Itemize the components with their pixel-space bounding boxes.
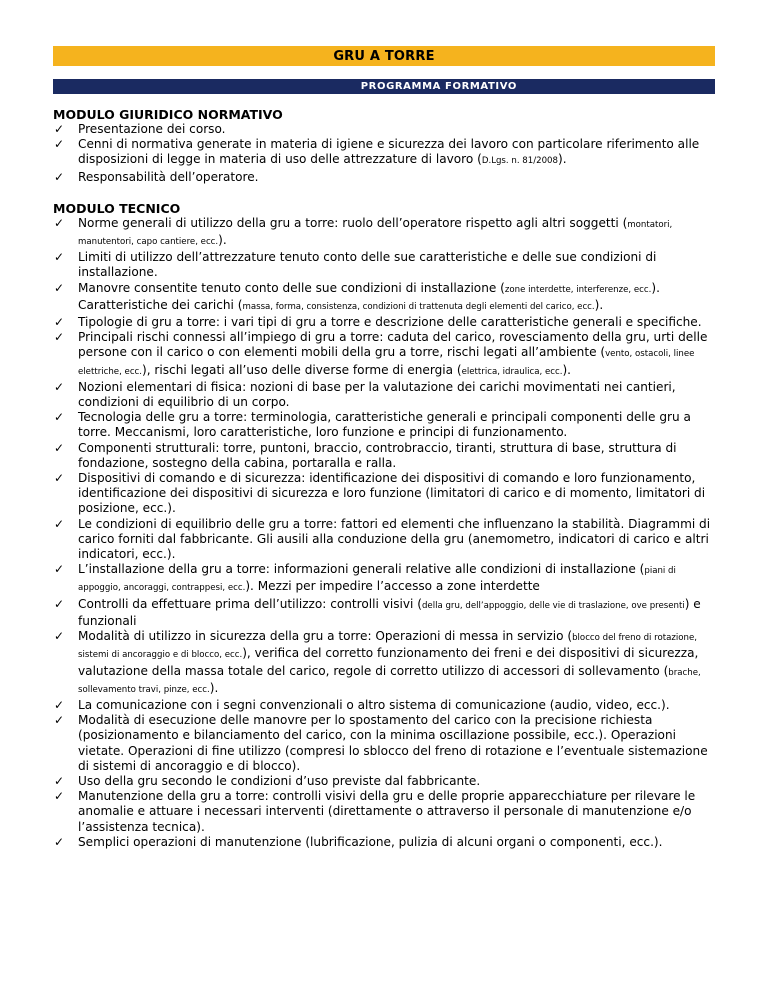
module-items-list (53, 122, 715, 185)
list-item (53, 789, 715, 835)
item-note-text: montatori, manutentori, capo cantiere, ecc. (78, 219, 673, 248)
item-note-text: massa, forma, consistenza, condizioni di trattenuta degli elementi del carico, ecc. (242, 301, 595, 312)
checkmark-icon: ✓ (54, 379, 65, 394)
document-subtitle-bar (53, 79, 715, 94)
item-text: Norme generali di utilizzo della gru a torre: ruolo dell’operatore rispetto agli altri soggetti ( (78, 215, 628, 230)
item-text: ). (558, 152, 567, 167)
item-text: Tipologie di gru a torre: i vari tipi di gru a torre e descrizione delle caratteristiche generali e specifiche. (78, 315, 702, 330)
item-text: Nozioni elementari di fisica: nozioni di base per la valutazione dei carichi movimentati nei cantieri, condizioni di equilibrio di un corpo. (78, 379, 676, 410)
checkmark-icon: ✓ (54, 773, 65, 788)
item-text: Le condizioni di equilibrio delle gru a torre: fattori ed elementi che influenzano la stabilità. Diagrammi di carico forniti dal fabbricante. Gli ausili alla conduzione della gru (anemometro, indicatori di carico e altri indicatori, ecc.). (78, 516, 711, 562)
item-text: Modalità di utilizzo in sicurezza della gru a torre: Operazioni di messa in servizio ( (78, 629, 573, 644)
item-text: ). (594, 297, 604, 312)
list-item (53, 410, 715, 440)
checkmark-icon: ✓ (54, 137, 65, 152)
item-text: Presentazione dei corso. (78, 122, 226, 136)
checkmark-icon: ✓ (54, 250, 65, 265)
checkmark-icon: ✓ (54, 471, 65, 486)
checkmark-icon: ✓ (54, 330, 65, 345)
item-note-text: D.Lgs. n. 81/2008 (481, 156, 558, 167)
list-item (53, 517, 715, 563)
module-giuridico-normativo (53, 107, 715, 185)
item-note-text: zone interdette, interferenze, ecc. (504, 284, 652, 295)
checkmark-icon: ✓ (54, 713, 65, 728)
item-text: La comunicazione con i segni convenzionali o altro sistema di comunicazione (audio, video, ecc.). (78, 697, 670, 712)
list-item (53, 250, 715, 280)
checkmark-icon: ✓ (54, 596, 65, 611)
item-text: Componenti strutturali: torre, puntoni, braccio, controbraccio, tiranti, struttura di base, struttura di fondazione, sostegno della cabina, portaralla e ralla. (78, 440, 677, 470)
item-text: Manutenzione della gru a torre: controlli visivi della gru e delle proprie apparecchiature per rilevare le anomalie e attuare i necessari interventi (direttamente o attraverso il personale di manutenzione e/o l’assistenza tecnica). (78, 789, 696, 834)
checkmark-icon: ✓ (54, 516, 65, 531)
checkmark-icon: ✓ (54, 562, 65, 577)
item-text: Principali rischi connessi all’impiego di gru a torre: caduta del carico, rovesciamento della gru, urti delle persone con il carico o con elementi mobili della gru a torre, rischi legati all’ambiente ( (78, 330, 708, 360)
checkmark-icon: ✓ (54, 122, 65, 136)
list-item (53, 471, 715, 517)
item-text: Manovre consentite tenuto conto delle sue condizioni di installazione ( (78, 280, 505, 295)
item-text: Modalità di esecuzione delle manovre per lo spostamento del carico con la precisione richiesta (posizionamento e bilanciamento del carico, con la minima oscillazione possibile, ecc.). Operazioni vietate. Operazioni di fine utilizzo (compresi lo sblocco del freno di rotazione e l’eventuale sistemazione di sistemi di ancoraggio e di blocco). (78, 713, 708, 773)
module-title: MODULO TECNICO (53, 200, 181, 216)
item-text: ). Mezzi per impedire l’accesso a zone interdette (245, 579, 540, 594)
item-text: ). (209, 680, 219, 695)
item-text: ), rischi legati all’uso delle diverse forme di energia ( (142, 362, 462, 377)
checkmark-icon: ✓ (54, 410, 65, 425)
checkmark-icon: ✓ (54, 834, 65, 849)
item-note-text: elettrica, idraulica, ecc. (461, 366, 563, 377)
list-item (53, 170, 715, 185)
list-item (53, 315, 715, 330)
list-item (53, 597, 715, 629)
item-text: ). (562, 362, 572, 377)
checkmark-icon: ✓ (54, 280, 65, 295)
item-note-text: brache, sollevamento travi, pinze, ecc. (78, 667, 701, 695)
module-tecnico (53, 201, 715, 850)
list-item (53, 330, 715, 380)
list-item (53, 380, 715, 410)
item-note-text: blocco del freno di rotazione, sistemi di ancoraggio e di blocco, ecc. (78, 633, 698, 661)
document-title-bar (53, 46, 715, 66)
document-subtitle: PROGRAMMA FORMATIVO (360, 81, 517, 92)
item-text: ) e funzionali (78, 596, 701, 628)
item-text: Tecnologia delle gru a torre: terminologia, caratteristiche generali e principali componenti delle gru a torre. Meccanismi, loro caratteristiche, loro funzione e principi di funzionamento. (78, 410, 691, 440)
document-page (53, 46, 715, 850)
list-item (53, 774, 715, 789)
item-text: Uso della gru secondo le condizioni d’uso previste dal fabbricante. (78, 773, 481, 788)
list-item (53, 698, 715, 713)
list-item (53, 281, 715, 315)
checkmark-icon: ✓ (54, 789, 65, 804)
list-item (53, 629, 715, 698)
item-text: Limiti di utilizzo dell’attrezzature tenuto conto delle sue caratteristiche e delle sue condizioni di installazione. (78, 250, 657, 280)
item-note-text: vento, ostacoli, linee elettriche, ecc. (78, 349, 695, 377)
item-text: Semplici operazioni di manutenzione (lubrificazione, pulizia di alcuni organi o componenti, ecc.). (78, 834, 663, 849)
item-text: L’installazione della gru a torre: informazioni generali relative alle condizioni di installazione ( (78, 562, 645, 577)
checkmark-icon: ✓ (54, 697, 65, 712)
item-text: ). Caratteristiche dei carichi ( (78, 280, 660, 312)
checkmark-icon: ✓ (54, 215, 65, 230)
item-text: ), verifica del corretto funzionamento dei freni e dei dispositivi di sicurezza, valutazione della massa totale del carico, regole di corretto utilizzo di accessori di sollevamento ( (78, 646, 699, 678)
item-note-text: piani di appoggio, ancoraggi, contrappesi, ecc. (78, 566, 676, 594)
list-item (53, 137, 715, 169)
checkmark-icon: ✓ (54, 629, 65, 644)
list-item (53, 713, 715, 774)
item-text: ). (218, 233, 227, 248)
checkmark-icon: ✓ (54, 440, 65, 455)
module-items-list (53, 216, 715, 850)
item-text: Cenni di normativa generate in materia di igiene e sicurezza dei lavoro con particolare riferimento alle disposizioni di legge in materia di uso delle attrezzature di lavoro ( (78, 137, 700, 167)
list-item (53, 441, 715, 471)
document-title: GRU A TORRE (333, 49, 435, 64)
list-item (53, 122, 715, 137)
checkmark-icon: ✓ (54, 315, 65, 330)
item-text: Dispositivi di comando e di sicurezza: identificazione dei dispositivi di comando e loro funzionamento, identificazione dei dispositivi di sicurezza e loro funzione (limitatori di carico e di momento, limitatori di posizione, ecc.). (78, 471, 706, 516)
checkmark-icon: ✓ (54, 169, 65, 184)
list-item (53, 216, 715, 250)
item-text: Responsabilità dell’operatore. (78, 169, 259, 184)
list-item (53, 562, 715, 596)
item-note-text: della gru, dell’appoggio, delle vie di traslazione, ove presenti (421, 600, 685, 611)
list-item (53, 835, 715, 850)
item-text: Controlli da effettuare prima dell’utilizzo: controlli visivi ( (78, 596, 422, 611)
module-title: MODULO GIURIDICO NORMATIVO (53, 107, 283, 122)
